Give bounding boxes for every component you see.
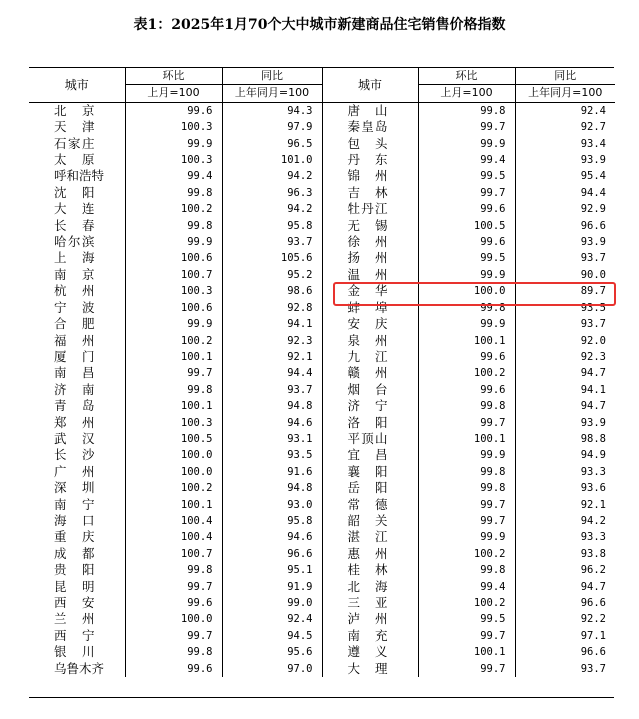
left-city-cell: 兰 州 <box>54 611 95 627</box>
left-yoy-cell: 91.9 <box>222 579 322 595</box>
mom-header-left: 环比 <box>125 68 222 85</box>
left-mom-cell: 100.6 <box>125 300 222 316</box>
right-yoy-cell: 97.1 <box>515 628 615 644</box>
right-yoy-cell: 93.6 <box>515 480 615 496</box>
left-yoy-cell: 94.3 <box>222 102 322 119</box>
right-mom-cell: 99.7 <box>418 119 515 135</box>
left-yoy-cell: 94.6 <box>222 529 322 545</box>
right-yoy-cell: 95.4 <box>515 168 615 184</box>
table-row <box>29 480 615 496</box>
right-city-cell: 蚌 埠 <box>322 300 418 316</box>
right-mom-cell: 99.9 <box>418 447 515 463</box>
left-mom-cell: 100.3 <box>125 415 222 431</box>
table-row <box>29 168 615 184</box>
left-yoy-cell: 92.4 <box>222 611 322 627</box>
left-yoy-cell: 95.1 <box>222 562 322 578</box>
left-city-cell: 杭 州 <box>54 283 95 299</box>
table-row <box>29 661 615 677</box>
left-city-cell: 济 南 <box>54 381 95 397</box>
left-city-cell: 南 宁 <box>54 496 95 512</box>
table-row <box>29 611 615 627</box>
right-mom-cell: 99.6 <box>418 234 515 250</box>
right-mom-cell: 99.5 <box>418 168 515 184</box>
left-city-cell: 乌鲁木齐 <box>54 660 105 676</box>
left-mom-cell: 99.6 <box>125 661 222 677</box>
left-mom-cell: 100.7 <box>125 267 222 283</box>
right-mom-cell: 100.1 <box>418 644 515 660</box>
table-row <box>29 119 615 135</box>
right-yoy-cell: 93.9 <box>515 152 615 168</box>
right-mom-cell: 99.8 <box>418 480 515 496</box>
right-yoy-cell: 93.7 <box>515 316 615 332</box>
right-city-cell: 北 海 <box>322 579 418 595</box>
left-yoy-cell: 93.5 <box>222 447 322 463</box>
right-mom-cell: 99.7 <box>418 497 515 513</box>
right-yoy-cell: 98.8 <box>515 431 615 447</box>
table-row <box>29 644 615 660</box>
left-city-cell: 武 汉 <box>54 430 95 446</box>
right-mom-cell: 99.9 <box>418 267 515 283</box>
right-yoy-cell: 93.7 <box>515 661 615 677</box>
right-yoy-cell: 92.4 <box>515 102 615 119</box>
left-yoy-cell: 98.6 <box>222 283 322 299</box>
right-yoy-cell: 94.4 <box>515 185 615 201</box>
left-yoy-cell: 94.1 <box>222 316 322 332</box>
table-row <box>29 185 615 201</box>
left-city-cell: 长 沙 <box>54 447 95 463</box>
left-yoy-cell: 92.1 <box>222 349 322 365</box>
right-mom-cell: 99.5 <box>418 250 515 266</box>
right-yoy-cell: 96.2 <box>515 562 615 578</box>
right-city-cell: 牡丹江 <box>322 201 418 217</box>
left-city-cell: 银 川 <box>54 644 95 660</box>
left-city-cell: 天 津 <box>54 119 95 135</box>
left-city-cell: 上 海 <box>54 250 95 266</box>
right-mom-cell: 99.7 <box>418 513 515 529</box>
right-yoy-cell: 94.7 <box>515 398 615 414</box>
right-mom-cell: 99.5 <box>418 611 515 627</box>
right-mom-cell: 99.8 <box>418 398 515 414</box>
left-mom-cell: 99.6 <box>125 595 222 611</box>
right-city-cell: 丹 东 <box>322 152 418 168</box>
right-city-cell: 湛 江 <box>322 529 418 545</box>
table-row <box>29 267 615 283</box>
right-city-cell: 徐 州 <box>322 234 418 250</box>
mom-base-left: 上月=100 <box>125 85 222 102</box>
right-yoy-cell: 92.3 <box>515 349 615 365</box>
right-mom-cell: 100.2 <box>418 365 515 381</box>
right-city-cell: 扬 州 <box>322 250 418 266</box>
right-mom-cell: 99.4 <box>418 152 515 168</box>
right-yoy-cell: 94.2 <box>515 513 615 529</box>
table-row <box>29 102 615 119</box>
right-mom-cell: 99.8 <box>418 562 515 578</box>
yoy-header-left: 同比 <box>222 68 322 85</box>
right-city-cell: 无 锡 <box>322 218 418 234</box>
right-city-cell: 惠 州 <box>322 546 418 562</box>
left-yoy-cell: 94.2 <box>222 201 322 217</box>
right-city-cell: 常 德 <box>322 497 418 513</box>
left-city-cell: 南 昌 <box>54 365 95 381</box>
left-mom-cell: 99.7 <box>125 628 222 644</box>
table-row <box>29 333 615 349</box>
right-mom-cell: 100.5 <box>418 218 515 234</box>
mom-base-right: 上月=100 <box>418 85 515 102</box>
right-city-cell: 泉 州 <box>322 333 418 349</box>
left-mom-cell: 100.3 <box>125 283 222 299</box>
table-row <box>29 579 615 595</box>
right-city-cell: 烟 台 <box>322 382 418 398</box>
right-city-cell: 九 江 <box>322 349 418 365</box>
highlight-box <box>333 282 616 306</box>
right-mom-cell: 99.8 <box>418 300 515 316</box>
left-yoy-cell: 96.6 <box>222 546 322 562</box>
left-yoy-cell: 97.9 <box>222 119 322 135</box>
left-yoy-cell: 94.6 <box>222 415 322 431</box>
right-yoy-cell: 93.9 <box>515 415 615 431</box>
left-mom-cell: 100.2 <box>125 201 222 217</box>
right-city-cell: 南 充 <box>322 628 418 644</box>
left-city-cell: 成 都 <box>54 545 95 561</box>
left-yoy-cell: 99.0 <box>222 595 322 611</box>
table-row <box>29 497 615 513</box>
left-yoy-cell: 101.0 <box>222 152 322 168</box>
left-yoy-cell: 105.6 <box>222 250 322 266</box>
right-yoy-cell: 94.1 <box>515 382 615 398</box>
left-yoy-cell: 94.2 <box>222 168 322 184</box>
left-city-cell: 西 安 <box>54 595 95 610</box>
right-yoy-cell: 94.7 <box>515 579 615 595</box>
right-mom-cell: 99.7 <box>418 415 515 431</box>
left-city-cell: 广 州 <box>54 463 95 479</box>
right-mom-cell: 99.8 <box>418 102 515 119</box>
right-yoy-cell: 92.9 <box>515 201 615 217</box>
left-yoy-cell: 93.0 <box>222 497 322 513</box>
left-mom-cell: 99.9 <box>125 136 222 152</box>
left-city-cell: 贵 阳 <box>54 562 95 578</box>
table-row <box>29 349 615 365</box>
left-mom-cell: 100.0 <box>125 611 222 627</box>
left-yoy-cell: 95.6 <box>222 644 322 660</box>
left-city-cell: 呼和浩特 <box>54 168 105 184</box>
table-row <box>29 546 615 562</box>
city-header-right: 城市 <box>322 68 418 102</box>
left-mom-cell: 99.8 <box>125 185 222 201</box>
right-city-cell: 济 宁 <box>322 398 418 414</box>
left-city-cell: 大 连 <box>54 201 95 217</box>
right-city-cell: 大 理 <box>322 661 418 677</box>
right-mom-cell: 99.4 <box>418 579 515 595</box>
right-yoy-cell: 92.7 <box>515 119 615 135</box>
table-row <box>29 250 615 266</box>
left-mom-cell: 99.7 <box>125 365 222 381</box>
right-city-cell: 宜 昌 <box>322 447 418 463</box>
left-yoy-cell: 94.4 <box>222 365 322 381</box>
right-yoy-cell: 96.6 <box>515 644 615 660</box>
left-mom-cell: 100.1 <box>125 497 222 513</box>
left-mom-cell: 100.0 <box>125 447 222 463</box>
right-mom-cell: 99.9 <box>418 316 515 332</box>
right-city-cell: 秦皇岛 <box>322 119 418 135</box>
left-mom-cell: 99.8 <box>125 218 222 234</box>
yoy-header-right: 同比 <box>515 68 615 85</box>
right-yoy-cell: 96.6 <box>515 595 615 611</box>
left-mom-cell: 99.8 <box>125 562 222 578</box>
right-mom-cell: 99.6 <box>418 201 515 217</box>
right-city-cell: 吉 林 <box>322 185 418 201</box>
right-yoy-cell: 93.8 <box>515 546 615 562</box>
table-row <box>29 218 615 234</box>
left-yoy-cell: 94.5 <box>222 628 322 644</box>
left-yoy-cell: 92.3 <box>222 333 322 349</box>
left-mom-cell: 100.2 <box>125 333 222 349</box>
left-city-cell: 太 原 <box>54 152 95 168</box>
left-mom-cell: 99.9 <box>125 316 222 332</box>
left-yoy-cell: 91.6 <box>222 464 322 480</box>
left-yoy-cell: 96.5 <box>222 136 322 152</box>
left-city-cell: 石家庄 <box>54 135 95 151</box>
table-row <box>29 513 615 529</box>
right-yoy-cell: 90.0 <box>515 267 615 283</box>
right-yoy-cell: 92.2 <box>515 611 615 627</box>
left-mom-cell: 100.4 <box>125 529 222 545</box>
left-yoy-cell: 92.8 <box>222 300 322 316</box>
table-row <box>29 628 615 644</box>
right-yoy-cell: 93.5 <box>515 300 615 316</box>
left-mom-cell: 99.9 <box>125 234 222 250</box>
right-yoy-cell: 89.7 <box>515 283 615 299</box>
left-city-cell: 西 宁 <box>54 627 95 643</box>
left-city-cell: 宁 波 <box>54 299 95 315</box>
table-row <box>29 464 615 480</box>
right-mom-cell: 99.6 <box>418 382 515 398</box>
right-mom-cell: 99.7 <box>418 661 515 677</box>
left-city-cell: 海 口 <box>54 512 95 528</box>
right-mom-cell: 99.7 <box>418 628 515 644</box>
table-row <box>29 136 615 152</box>
right-city-cell: 遵 义 <box>322 644 418 660</box>
table-body <box>29 102 615 677</box>
left-city-cell: 合 肥 <box>54 316 95 332</box>
left-mom-cell: 100.0 <box>125 464 222 480</box>
left-mom-cell: 99.4 <box>125 168 222 184</box>
left-city-cell: 厦 门 <box>54 348 95 364</box>
left-mom-cell: 100.7 <box>125 546 222 562</box>
right-mom-cell: 99.9 <box>418 136 515 152</box>
right-city-cell: 锦 州 <box>322 168 418 184</box>
right-city-cell: 洛 阳 <box>322 415 418 431</box>
left-mom-cell: 99.7 <box>125 579 222 595</box>
right-city-cell: 韶 关 <box>322 513 418 529</box>
left-yoy-cell: 97.0 <box>222 661 322 677</box>
left-city-cell: 长 春 <box>54 217 95 233</box>
left-city-cell: 昆 明 <box>54 578 95 594</box>
right-yoy-cell: 92.0 <box>515 333 615 349</box>
right-yoy-cell: 94.9 <box>515 447 615 463</box>
table-row <box>29 382 615 398</box>
right-city-cell: 温 州 <box>322 267 418 283</box>
left-mom-cell: 99.8 <box>125 644 222 660</box>
left-mom-cell: 100.4 <box>125 513 222 529</box>
right-mom-cell: 100.1 <box>418 431 515 447</box>
right-mom-cell: 100.1 <box>418 333 515 349</box>
right-mom-cell: 99.6 <box>418 349 515 365</box>
right-city-cell: 唐 山 <box>322 102 418 119</box>
right-yoy-cell: 92.1 <box>515 497 615 513</box>
left-city-cell: 北 京 <box>54 102 95 118</box>
right-yoy-cell: 93.3 <box>515 529 615 545</box>
right-yoy-cell: 96.6 <box>515 218 615 234</box>
right-city-cell: 平顶山 <box>322 431 418 447</box>
table-row <box>29 398 615 414</box>
left-city-cell: 郑 州 <box>54 414 95 430</box>
right-mom-cell: 99.7 <box>418 185 515 201</box>
table-row <box>29 595 615 611</box>
table-title: 表1：2025年1月70个大中城市新建商品住宅销售价格指数 <box>133 17 506 33</box>
right-mom-cell: 100.0 <box>418 283 515 299</box>
right-city-cell: 桂 林 <box>322 562 418 578</box>
left-yoy-cell: 94.8 <box>222 398 322 414</box>
left-yoy-cell: 96.3 <box>222 185 322 201</box>
right-yoy-cell: 93.7 <box>515 250 615 266</box>
right-city-cell: 包 头 <box>322 136 418 152</box>
right-mom-cell: 99.9 <box>418 529 515 545</box>
right-mom-cell: 100.2 <box>418 595 515 611</box>
right-mom-cell: 99.8 <box>418 464 515 480</box>
table-row <box>29 201 615 217</box>
city-header-left: 城市 <box>29 68 125 102</box>
table-row <box>29 234 615 250</box>
left-mom-cell: 100.1 <box>125 398 222 414</box>
table-row <box>29 447 615 463</box>
left-city-cell: 哈尔滨 <box>54 234 95 250</box>
left-city-cell: 南 京 <box>54 266 95 282</box>
right-city-cell: 三 亚 <box>322 595 418 611</box>
left-mom-cell: 100.2 <box>125 480 222 496</box>
price-index-table <box>29 67 614 698</box>
left-yoy-cell: 93.7 <box>222 234 322 250</box>
table-row <box>29 415 615 431</box>
right-yoy-cell: 94.7 <box>515 365 615 381</box>
right-city-cell: 岳 阳 <box>322 480 418 496</box>
table-row <box>29 316 615 332</box>
left-mom-cell: 100.3 <box>125 119 222 135</box>
left-yoy-cell: 93.7 <box>222 382 322 398</box>
table-row <box>29 431 615 447</box>
right-city-cell: 襄 阳 <box>322 464 418 480</box>
left-city-cell: 深 圳 <box>54 480 95 496</box>
left-yoy-cell: 95.8 <box>222 218 322 234</box>
table-row <box>29 365 615 381</box>
right-city-cell: 泸 州 <box>322 611 418 627</box>
right-yoy-cell: 93.3 <box>515 464 615 480</box>
right-city-cell: 安 庆 <box>322 316 418 332</box>
right-city-cell: 金 华 <box>322 283 418 299</box>
right-mom-cell: 100.2 <box>418 546 515 562</box>
left-city-cell: 青 岛 <box>54 398 95 414</box>
left-mom-cell: 100.3 <box>125 152 222 168</box>
left-city-cell: 沈 阳 <box>54 184 95 200</box>
left-yoy-cell: 95.2 <box>222 267 322 283</box>
left-mom-cell: 100.6 <box>125 250 222 266</box>
left-mom-cell: 99.6 <box>125 102 222 119</box>
table-row <box>29 562 615 578</box>
left-city-cell: 福 州 <box>54 332 95 348</box>
yoy-base-left: 上年同月=100 <box>222 85 322 102</box>
left-yoy-cell: 95.8 <box>222 513 322 529</box>
left-yoy-cell: 93.1 <box>222 431 322 447</box>
right-yoy-cell: 93.4 <box>515 136 615 152</box>
yoy-base-right: 上年同月=100 <box>515 85 615 102</box>
left-yoy-cell: 94.8 <box>222 480 322 496</box>
right-city-cell: 赣 州 <box>322 365 418 381</box>
left-city-cell: 重 庆 <box>54 529 95 545</box>
right-yoy-cell: 93.9 <box>515 234 615 250</box>
table-row <box>29 529 615 545</box>
left-mom-cell: 99.8 <box>125 382 222 398</box>
table-row <box>29 152 615 168</box>
mom-header-right: 环比 <box>418 68 515 85</box>
left-mom-cell: 100.5 <box>125 431 222 447</box>
left-mom-cell: 100.1 <box>125 349 222 365</box>
